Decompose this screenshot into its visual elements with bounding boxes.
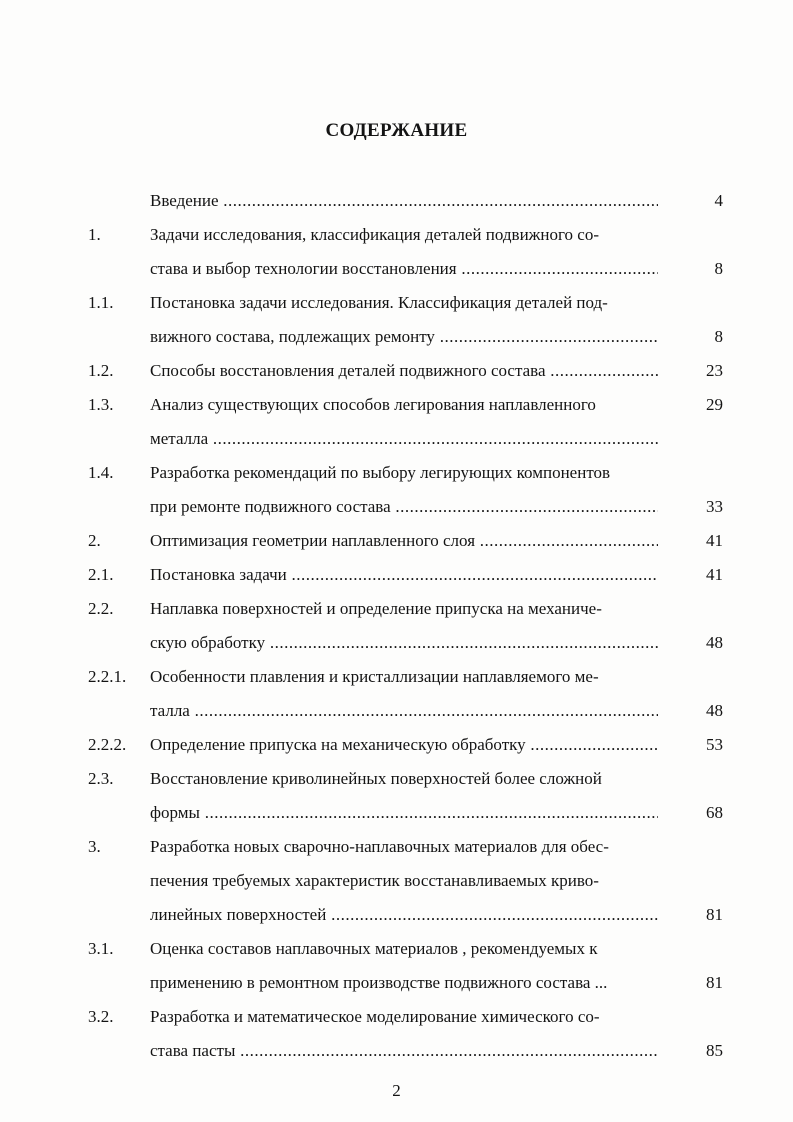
- toc-entry-page: 41: [706, 565, 723, 584]
- toc-entry-number: 2.2.2.: [88, 735, 127, 754]
- toc-entry-number: 2.2.: [88, 599, 114, 618]
- toc-entry-page: 23: [706, 361, 723, 380]
- toc-entry-text: Восстановление криволинейных поверхностей более сложной: [150, 769, 602, 788]
- toc-entry-text: Постановка задачи .....: [150, 558, 658, 592]
- toc-entry-number: 2.2.1.: [88, 667, 127, 686]
- toc-line: [0, 966, 793, 1000]
- toc-entry-page: 29: [706, 395, 723, 414]
- toc-line: [0, 218, 793, 252]
- toc-entry-text: става и выбор технологии восстановления .....: [150, 252, 658, 286]
- toc-entry-text: при ремонте подвижного состава .....: [150, 490, 658, 524]
- toc-entry-number: 1.3.: [88, 395, 114, 414]
- toc-line: [0, 762, 793, 796]
- toc-entry-text: Анализ существующих способов легирования наплавленного: [150, 395, 596, 414]
- toc-entry-text: Определение припуска на механическую обработку .....: [150, 728, 658, 762]
- toc-entry-text: Разработка новых сварочно-наплавочных материалов для обес-: [150, 837, 609, 856]
- toc-entry-text: Введение .....: [150, 184, 658, 218]
- toc-entry: [0, 184, 793, 218]
- toc-entry-text: Разработка и математическое моделирование химического со-: [150, 1007, 600, 1026]
- toc-line: [0, 286, 793, 320]
- toc-entry: [0, 660, 793, 728]
- toc-line: [0, 1034, 793, 1068]
- toc-entry-text: вижного состава, подлежащих ремонту .....: [150, 320, 658, 354]
- page-number: 2: [392, 1081, 401, 1100]
- toc-entry-page: 41: [706, 531, 723, 550]
- toc-entry-text: металла .....: [150, 422, 658, 456]
- toc-line: [0, 830, 793, 864]
- toc-entry: [0, 456, 793, 524]
- toc-entry-number: 1.: [88, 225, 101, 244]
- table-of-contents: [0, 184, 793, 1068]
- toc-entry: [0, 558, 793, 592]
- toc-entry-number: 2.3.: [88, 769, 114, 788]
- toc-entry-number: 1.1.: [88, 293, 114, 312]
- toc-entry-text: формы .....: [150, 796, 658, 830]
- toc-line: [0, 184, 793, 218]
- toc-line: [0, 456, 793, 490]
- toc-entry: [0, 524, 793, 558]
- toc-entry: [0, 218, 793, 286]
- toc-entry: [0, 728, 793, 762]
- toc-line: [0, 864, 793, 898]
- toc-entry-text: Наплавка поверхностей и определение припуска на механиче-: [150, 599, 602, 618]
- toc-line: [0, 354, 793, 388]
- toc-entry: [0, 762, 793, 830]
- toc-entry-number: 1.4.: [88, 463, 114, 482]
- toc-line: [0, 252, 793, 286]
- toc-entry-text: Оценка составов наплавочных материалов , рекомендуемых к: [150, 939, 598, 958]
- toc-entry-number: 2.1.: [88, 565, 114, 584]
- toc-entry-text: става пасты .....: [150, 1034, 658, 1068]
- toc-line: [0, 626, 793, 660]
- toc-line: [0, 490, 793, 524]
- toc-entry: [0, 286, 793, 354]
- toc-entry-number: 3.1.: [88, 939, 114, 958]
- toc-entry-page: 85: [706, 1041, 723, 1060]
- toc-entry-text: Разработка рекомендаций по выбору легирующих компонентов: [150, 463, 611, 482]
- toc-line: [0, 796, 793, 830]
- toc-line: [0, 1000, 793, 1034]
- toc-entry-text: Задачи исследования, классификация деталей подвижного со-: [150, 225, 600, 244]
- toc-line: [0, 422, 793, 456]
- toc-entry-page: 4: [714, 191, 723, 210]
- toc-line: [0, 660, 793, 694]
- toc-entry-text: талла .....: [150, 694, 658, 728]
- toc-entry-page: 68: [706, 803, 723, 822]
- toc-entry-page: 81: [706, 905, 723, 924]
- toc-entry-page: 81: [706, 973, 723, 992]
- toc-entry-page: 53: [706, 735, 723, 754]
- toc-line: [0, 932, 793, 966]
- toc-line: [0, 898, 793, 932]
- toc-entry: [0, 354, 793, 388]
- toc-entry-text: Постановка задачи исследования. Классификация деталей под-: [150, 293, 608, 312]
- toc-entry-number: 3.: [88, 837, 101, 856]
- toc-line: [0, 388, 793, 422]
- toc-line: [0, 524, 793, 558]
- toc-entry-number: 3.2.: [88, 1007, 114, 1026]
- toc-line: [0, 320, 793, 354]
- toc-entry-text: Особенности плавления и кристаллизации наплавляемого ме-: [150, 667, 599, 686]
- toc-entry-text: Оптимизация геометрии наплавленного слоя .....: [150, 524, 658, 558]
- toc-entry-text: линейных поверхностей .....: [150, 898, 658, 932]
- toc-entry-page: 33: [706, 497, 723, 516]
- toc-line: [0, 728, 793, 762]
- toc-line: [0, 558, 793, 592]
- toc-entry-page: 8: [714, 259, 723, 278]
- toc-entry: [0, 388, 793, 456]
- toc-entry: [0, 830, 793, 932]
- toc-line: [0, 592, 793, 626]
- toc-entry-page: 48: [706, 633, 723, 652]
- toc-entry-page: 8: [714, 327, 723, 346]
- toc-entry-page: 48: [706, 701, 723, 720]
- toc-entry-text: применению в ремонтном производстве подвижного состава ...: [150, 973, 608, 992]
- toc-entry-number: 1.2.: [88, 361, 114, 380]
- toc-entry-text: Способы восстановления деталей подвижного состава .....: [150, 354, 658, 388]
- toc-entry-text: скую обработку .....: [150, 626, 658, 660]
- toc-entry: [0, 932, 793, 1000]
- toc-entry-number: 2.: [88, 531, 101, 550]
- toc-entry: [0, 592, 793, 660]
- toc-entry-text: печения требуемых характеристик восстанавливаемых криво-: [150, 871, 599, 890]
- toc-line: [0, 694, 793, 728]
- toc-entry: [0, 1000, 793, 1068]
- page-title: СОДЕРЖАНИЕ: [325, 120, 468, 141]
